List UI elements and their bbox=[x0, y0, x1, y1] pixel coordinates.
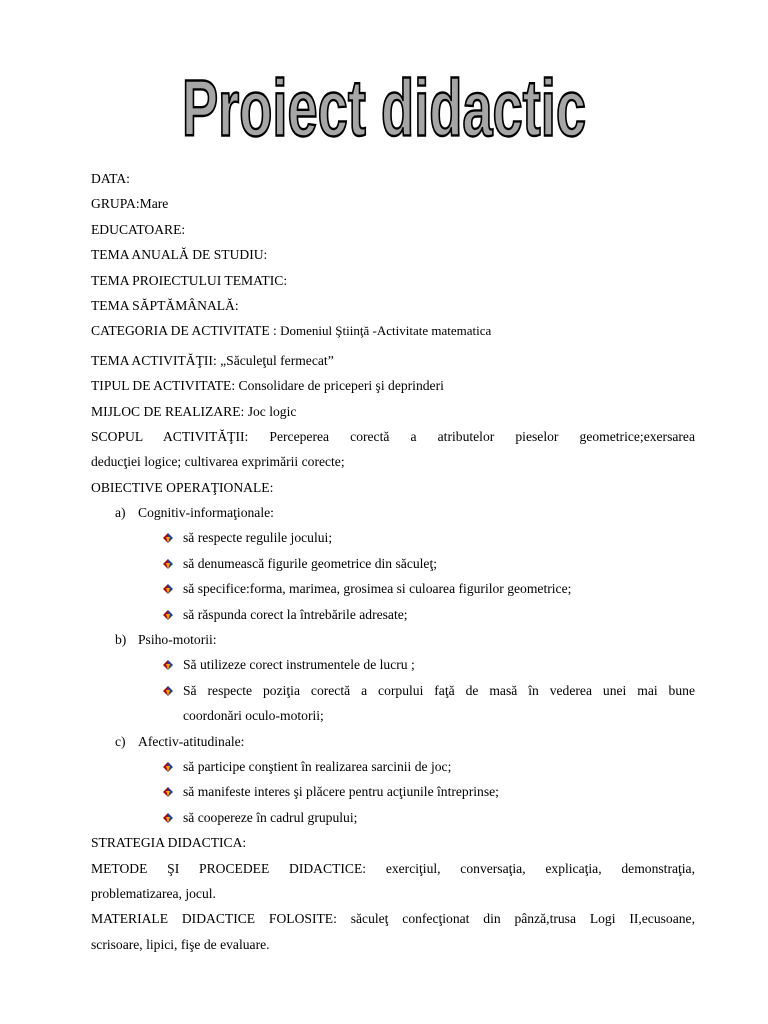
field-categoria: CATEGORIA DE ACTIVITATE : Domeniul Ştiinţă -Activitate matematica bbox=[91, 323, 492, 339]
list-item-cont: coordonări oculo-motorii; bbox=[183, 708, 324, 724]
objective-group-a: a) Cognitiv-informaţionale: bbox=[115, 505, 274, 521]
field-data: DATA: bbox=[91, 171, 130, 186]
title-text: Proiect didactic bbox=[182, 64, 587, 154]
field-materiale-cont: scrisoare, lipici, fişe de evaluare. bbox=[91, 936, 270, 952]
arrow-bullet-icon bbox=[162, 786, 174, 798]
field-grupa: GRUPA:Mare bbox=[91, 196, 169, 212]
document-body bbox=[91, 166, 695, 957]
field-scopul-cont: deducţiei logice; cultivarea exprimării corecte; bbox=[91, 454, 345, 470]
list-item: să manifeste interes şi plăcere pentru acţiunile întreprinse; bbox=[91, 779, 695, 804]
field-obiective: OBIECTIVE OPERAŢIONALE: bbox=[91, 479, 274, 495]
objective-group-c: c) Afectiv-atitudinale: bbox=[115, 733, 245, 749]
arrow-bullet-icon bbox=[162, 609, 174, 621]
arrow-bullet-icon bbox=[162, 583, 174, 595]
list-item: să respecte regulile jocului; bbox=[91, 525, 695, 550]
list-item: Să utilizeze corect instrumentele de lucru ; bbox=[91, 652, 695, 677]
arrow-bullet-icon bbox=[162, 558, 174, 570]
list-item: Să respecte poziţia corectă a corpului faţă de masă în vederea unei mai bune bbox=[91, 678, 695, 703]
field-materiale: MATERIALE DIDACTICE FOLOSITE: săculeţ confecţionat din pânză,trusa Logi II,ecusoane, bbox=[91, 911, 695, 927]
arrow-bullet-icon bbox=[162, 532, 174, 544]
field-educatoare: EDUCATOARE: bbox=[91, 221, 186, 237]
list-item: să coopereze în cadrul grupului; bbox=[91, 805, 695, 830]
arrow-bullet-icon bbox=[162, 659, 174, 671]
list-item: să specifice:forma, marimea, grosimea si culoarea figurilor geometrice; bbox=[91, 576, 695, 601]
field-metode-cont: problematizarea, jocul. bbox=[91, 885, 216, 901]
field-tema-saptamanala: TEMA SĂPTĂMÂNALĂ: bbox=[91, 297, 239, 313]
field-mijloc: MIJLOC DE REALIZARE: Joc logic bbox=[91, 403, 297, 419]
page-title bbox=[0, 58, 768, 154]
field-strategia: STRATEGIA DIDACTICA: bbox=[91, 835, 247, 851]
field-tema-anuala: TEMA ANUALĂ DE STUDIU: bbox=[91, 247, 268, 263]
arrow-bullet-icon bbox=[162, 685, 174, 697]
field-tema-proiect: TEMA PROIECTULUI TEMATIC: bbox=[91, 272, 288, 288]
field-tema-activitatii: TEMA ACTIVITĂŢII: „Săculeţul fermecat” bbox=[91, 352, 334, 368]
list-item: să răspunda corect la întrebările adresate; bbox=[91, 602, 695, 627]
objective-group-b: b) Psiho-motorii: bbox=[115, 632, 217, 648]
field-metode: METODE ŞI PROCEDEE DIDACTICE: exerciţiul, conversaţia, explicaţia, demonstraţia, bbox=[91, 860, 695, 876]
arrow-bullet-icon bbox=[162, 761, 174, 773]
arrow-bullet-icon bbox=[162, 812, 174, 824]
field-scopul: SCOPUL ACTIVITĂŢII: Perceperea corectă a atributelor pieselor geometrice;exersarea bbox=[91, 428, 695, 444]
list-item: să denumească figurile geometrice din săculeţ; bbox=[91, 551, 695, 576]
list-item: să participe conştient în realizarea sarcinii de joc; bbox=[91, 754, 695, 779]
wordart-title bbox=[174, 58, 594, 154]
field-tipul: TIPUL DE ACTIVITATE: Consolidare de priceperi şi deprinderi bbox=[91, 378, 444, 394]
